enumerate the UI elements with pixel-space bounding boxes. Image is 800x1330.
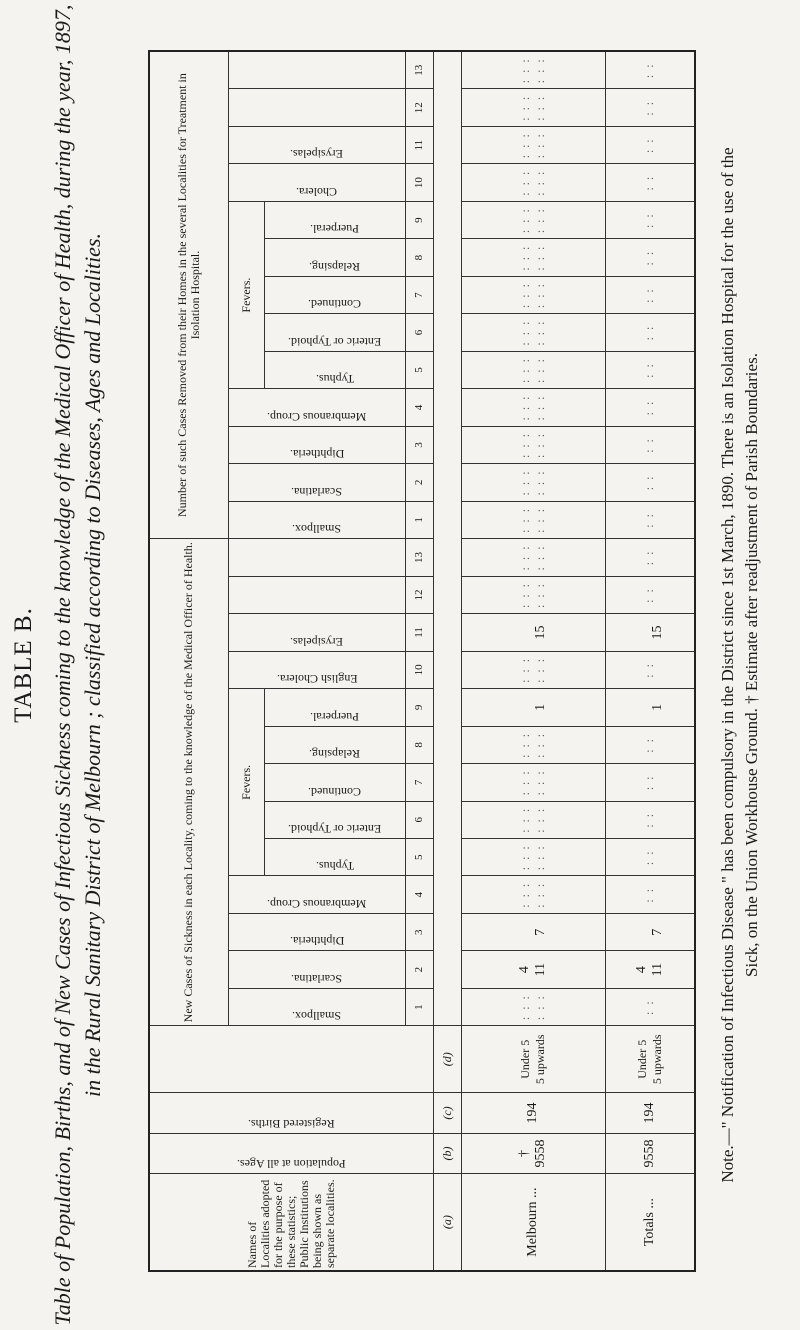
col-new-2: Scarlatina. (228, 951, 405, 988)
total-new-cholera: : : (605, 651, 695, 688)
col-rem-3: Diphtheria. (228, 426, 405, 463)
num-new-9: 9 (405, 689, 433, 726)
total-rem-8: : : (605, 239, 695, 276)
total-new-scarlatina: 4 11 (605, 951, 695, 988)
header-new-cases: New Cases of Sickness in each Locality, coming to the knowledge of the Medical Officer of Health. (149, 539, 228, 1026)
locality-melbourn: Melbourn ... (462, 1174, 606, 1271)
col-letter-d: (d) (434, 1026, 462, 1093)
total-rem-13: : : (605, 51, 695, 89)
ages-totals: Under 5 5 upwards (605, 1026, 695, 1093)
title-line-1: Table of Population, Births, and of New Cases of Infectious Sickness coming to the knowledge of the Medical Officer of Health, during the year, 1897, (50, 4, 75, 1326)
table-label: TABLE B. (10, 607, 37, 723)
num-rem-8: 8 (405, 239, 433, 276)
num-new-6: 6 (405, 801, 433, 838)
num-rem-5: 5 (405, 351, 433, 388)
cell-rem-10: : : : : : : (462, 164, 606, 201)
births-totals: 194 (605, 1093, 695, 1134)
ages-melbourn: Under 5 5 upwards (462, 1026, 606, 1093)
num-rem-13: 13 (405, 51, 433, 89)
num-new-4: 4 (405, 876, 433, 913)
col-rem-7: Continued. (264, 276, 405, 313)
cell-rem-5: : : : : : : (462, 351, 606, 388)
cell-new-typhus: : : : : : : (462, 839, 606, 876)
total-rem-11: : : (605, 126, 695, 163)
cell-rem-8: : : : : : : (462, 239, 606, 276)
total-rem-10: : : (605, 164, 695, 201)
num-new-12: 12 (405, 576, 433, 613)
col-letter-b: (b) (434, 1133, 462, 1174)
cell-new-erysipelas: 15 (462, 614, 606, 651)
cell-rem-9: : : : : : : (462, 201, 606, 238)
cell-rem-11: : : : : : : (462, 126, 606, 163)
total-new-smallpox: : : (605, 988, 695, 1025)
cell-new-diphtheria: 7 (462, 913, 606, 950)
num-rem-10: 10 (405, 164, 433, 201)
num-new-5: 5 (405, 839, 433, 876)
col-rem-10: Cholera. (228, 164, 405, 201)
total-new-12: : : (605, 576, 695, 613)
col-rem-8: Relapsing. (264, 239, 405, 276)
total-new-13: : : (605, 539, 695, 577)
total-rem-12: : : (605, 89, 695, 126)
cell-new-12: : : : : : : (462, 576, 606, 613)
cell-new-croup: : : : : : : (462, 876, 606, 913)
title-line-2: in the Rural Sanitary District of Melbourn ; classified according to Diseases, Ages and Localities. (80, 232, 105, 1098)
cell-new-smallpox: : : : : : : (462, 988, 606, 1025)
total-rem-6: : : (605, 314, 695, 351)
col-rem-9: Puerperal. (264, 201, 405, 238)
col-rem-12 (228, 89, 405, 126)
col-new-1: Smallpox. (228, 988, 405, 1025)
col-rem-6: Enteric or Typhoid. (264, 314, 405, 351)
cell-rem-12: : : : : : : (462, 89, 606, 126)
col-new-5: Typhus. (264, 839, 405, 876)
num-new-1: 1 (405, 988, 433, 1025)
num-new-10: 10 (405, 651, 433, 688)
births-melbourn: 194 (462, 1093, 606, 1134)
cell-rem-2: : : : : : : (462, 464, 606, 501)
total-rem-1: : : (605, 501, 695, 538)
num-rem-6: 6 (405, 314, 433, 351)
col-rem-4: Membranous Croup. (228, 389, 405, 426)
num-rem-11: 11 (405, 126, 433, 163)
total-rem-2: : : (605, 464, 695, 501)
col-letter-c: (c) (434, 1093, 462, 1134)
total-rem-3: : : (605, 426, 695, 463)
table-row-totals (605, 51, 695, 1271)
total-rem-5: : : (605, 351, 695, 388)
cell-new-enteric: : : : : : : (462, 801, 606, 838)
footnote-line-2: Sick, on the Union Workhouse Ground. † Estimate after readjustment of Parish Boundaries. (742, 353, 761, 977)
footnote-line-1: Note.—" Notification of Infectious Disease " has been compulsory in the District since 1st March, 1890. There is an Isolation Hospital for the use of the (718, 147, 737, 1183)
col-new-8: Relapsing. (264, 726, 405, 763)
total-new-typhus: : : (605, 839, 695, 876)
col-new-9: Puerperal. (264, 689, 405, 726)
num-new-8: 8 (405, 726, 433, 763)
cell-new-scarlatina: 4 11 (462, 951, 606, 988)
total-new-puerperal: 1 (605, 689, 695, 726)
cell-rem-6: : : : : : : (462, 314, 606, 351)
cell-new-cholera: : : : : : : (462, 651, 606, 688)
header-fevers-removed: Fevers. (228, 201, 264, 388)
cell-rem-7: : : : : : : (462, 276, 606, 313)
num-rem-2: 2 (405, 464, 433, 501)
num-rem-7: 7 (405, 276, 433, 313)
total-new-diphtheria: 7 (605, 913, 695, 950)
header-births: Registered Births. (149, 1093, 434, 1134)
col-new-10: English Cholera. (228, 651, 405, 688)
total-new-enteric: : : (605, 801, 695, 838)
header-fevers-new: Fevers. (228, 689, 264, 876)
num-new-3: 3 (405, 913, 433, 950)
cell-rem-3: : : : : : : (462, 426, 606, 463)
col-rem-13 (228, 51, 405, 89)
num-new-7: 7 (405, 764, 433, 801)
header-removed-cases: Number of such Cases Removed from their Homes in the several Localities for Treatment in Isolation Hospital. (149, 51, 228, 539)
population-totals: 9558 (605, 1133, 695, 1174)
total-rem-9: : : (605, 201, 695, 238)
cell-new-puerperal: 1 (462, 689, 606, 726)
num-rem-1: 1 (405, 501, 433, 538)
num-new-11: 11 (405, 614, 433, 651)
col-new-7: Continued. (264, 764, 405, 801)
col-new-12 (228, 576, 405, 613)
total-new-relapsing: : : (605, 726, 695, 763)
cell-rem-13: : : : : : : (462, 51, 606, 89)
col-new-6: Enteric or Typhoid. (264, 801, 405, 838)
col-letter-a: (a) (434, 1174, 462, 1271)
col-new-3: Diphtheria. (228, 913, 405, 950)
total-new-croup: : : (605, 876, 695, 913)
col-new-11: Erysipelas. (228, 614, 405, 651)
total-rem-7: : : (605, 276, 695, 313)
statistics-table (148, 50, 696, 1272)
num-rem-3: 3 (405, 426, 433, 463)
header-locality-names: Names of Localities adopted for the purpose of these statistics; Public Institutions being shown as separate localities. (149, 1174, 434, 1271)
col-rem-11: Erysipelas. (228, 126, 405, 163)
num-new-13: 13 (405, 539, 433, 577)
header-population: Population at all Ages. (149, 1133, 434, 1174)
cell-new-continued: : : : : : : (462, 764, 606, 801)
table-row-melbourn (462, 51, 606, 1271)
num-rem-12: 12 (405, 89, 433, 126)
population-melbourn: † 9558 (462, 1133, 606, 1174)
cell-rem-4: : : : : : : (462, 389, 606, 426)
cell-rem-1: : : : : : : (462, 501, 606, 538)
num-rem-4: 4 (405, 389, 433, 426)
num-new-2: 2 (405, 951, 433, 988)
col-rem-5: Typhus. (264, 351, 405, 388)
total-new-erysipelas: 15 (605, 614, 695, 651)
total-new-continued: : : (605, 764, 695, 801)
header-age-column (149, 1026, 434, 1093)
col-new-4: Membranous Croup. (228, 876, 405, 913)
col-rem-1: Smallpox. (228, 501, 405, 538)
col-new-13 (228, 539, 405, 577)
num-rem-9: 9 (405, 201, 433, 238)
locality-totals: Totals ... (605, 1174, 695, 1271)
cell-new-relapsing: : : : : : : (462, 726, 606, 763)
cell-new-13: : : : : : : (462, 539, 606, 577)
col-rem-2: Scarlatina. (228, 464, 405, 501)
total-rem-4: : : (605, 389, 695, 426)
